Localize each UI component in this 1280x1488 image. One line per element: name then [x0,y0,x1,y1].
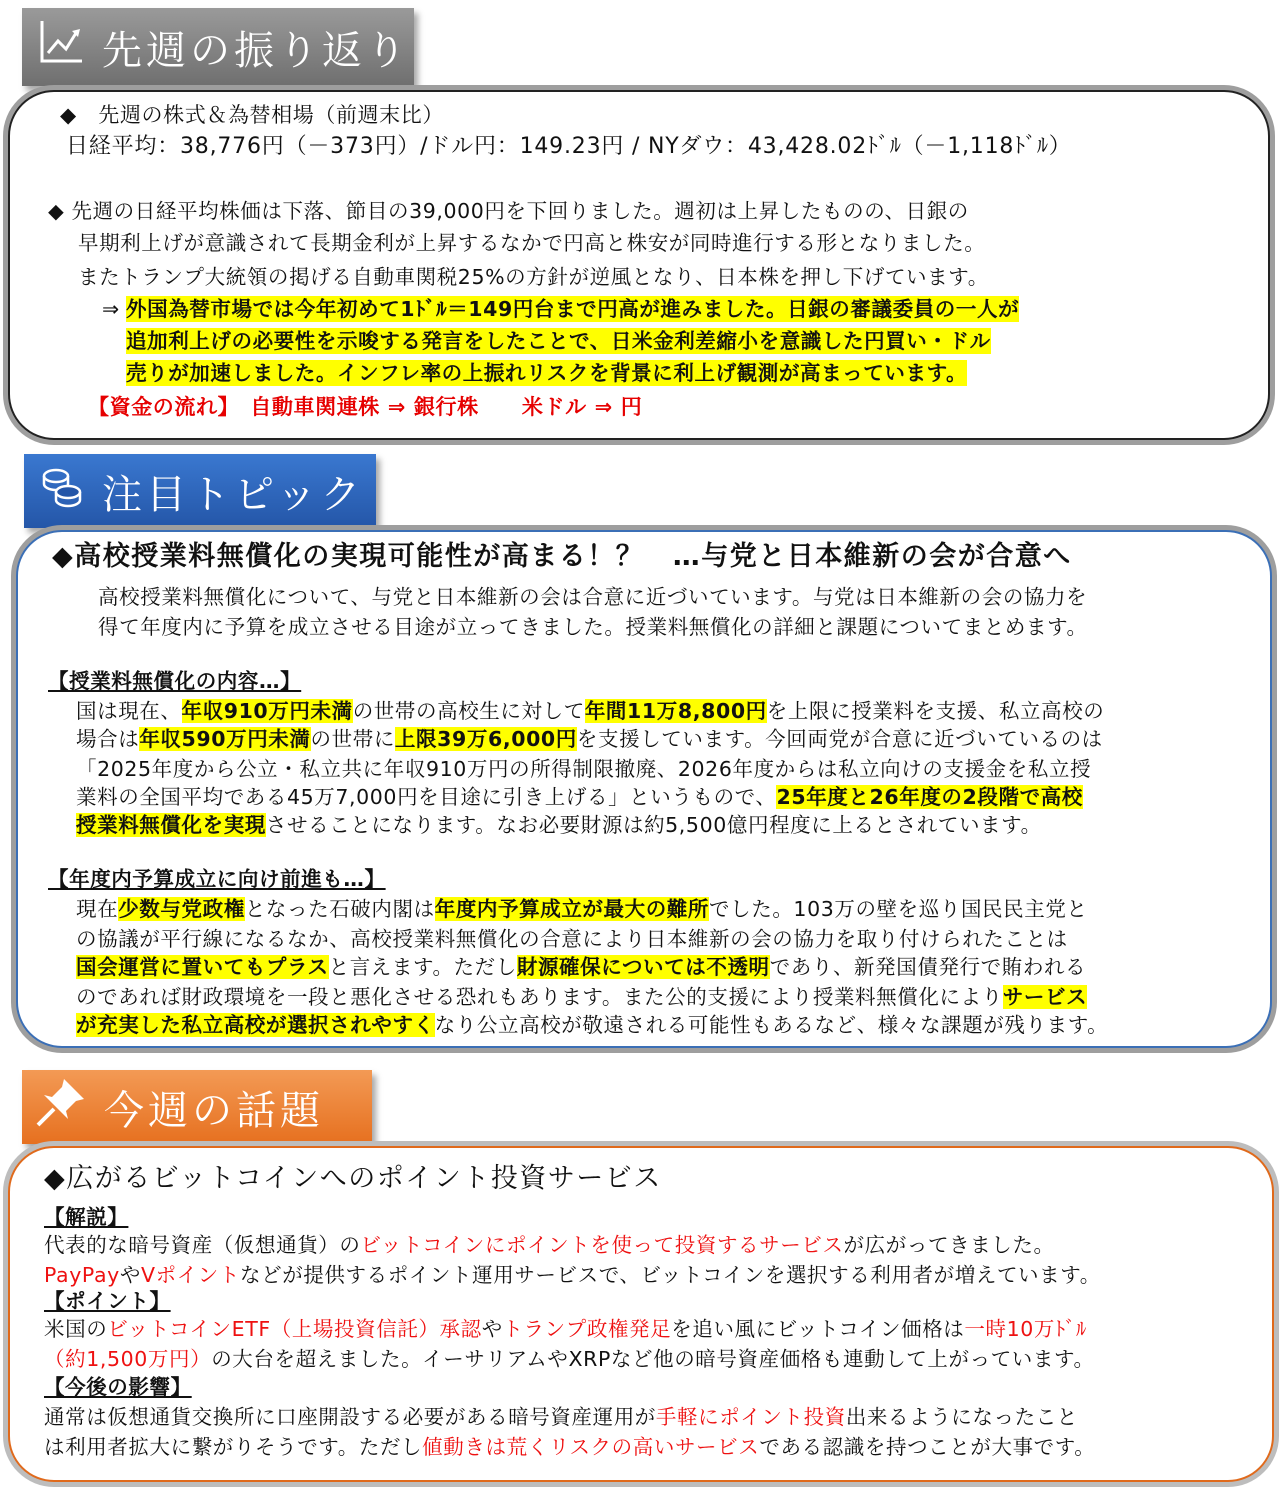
coins-icon [38,462,86,520]
market-values: 日経平均：38,776円（－373円）/ドル円：149.23円 / NYダウ：43,428.02ﾄﾞﾙ（－1,118ﾄﾞﾙ） [66,134,1072,159]
section-title: 注目トピック [102,471,365,518]
paragraph-line: の協議が平行線になるなか、高校授業料無償化の合意により日本維新の会の協力を取り付けられたことは [76,927,1068,951]
line-chart-icon [36,17,86,77]
market-header: ◆ 先週の株式＆為替相場（前週末比） [60,103,444,127]
paragraph-line: 現在少数与党政権となった石破内閣は年度内予算成立が最大の難所でした。103万の壁を巡り国民民主党と [76,897,1088,921]
highlight-line-2: 追加利上げの必要性を示唆する発言をしたことで、日米金利差縮小を意識した円買い・ドル [126,329,991,353]
paragraph-line: 「2025年度から公立・私立共に年収910万円の所得制限撤廃、2026年度からは私立向けの支援金を私立授 [76,757,1092,781]
section-tab-last-week [22,8,414,86]
paragraph-line: は利用者拡大に繋がりそうです。ただし値動きは荒くリスクの高いサービスである認識を持つことが大事です。 [44,1435,1096,1459]
section-tab-featured-topic [24,454,376,528]
paragraph-line: 代表的な暗号資産（仮想通貨）のビットコインにポイントを使って投資するサービスが広がってきました。 [44,1233,1055,1257]
subheading-explanation: 【解説】 [44,1205,129,1229]
paragraph-line: 場合は年収590万円未満の世帯に上限39万6,000円を支援しています。今回両党が合意に近づいているのは [76,727,1103,751]
highlight-line-3: 売りが加速しました。インフレ率の上振れリスクを背景に利上げ観測が高まっています。 [126,361,968,385]
paragraph-line: PayPayやVポイントなどが提供するポイント運用サービスで、ビットコインを選択する利用者が増えています。 [44,1263,1101,1287]
topic-heading: ◆高校授業料無償化の実現可能性が高まる！？ …与党と日本維新の会が合意へ [52,541,1072,572]
this-week-panel [8,1146,1274,1482]
section-title: 今週の話題 [104,1087,324,1134]
intro-line-2: 得て年度内に予算を成立させる目途が立ってきました。授業料無償化の詳細と課題についてまとめます。 [98,615,1088,639]
subheading-points: 【ポイント】 [44,1289,171,1313]
intro-line-1: 高校授業料無償化について、与党と日本維新の会は合意に近づいています。与党は日本維新の会の協力を [98,585,1088,609]
money-flow: 【資金の流れ】 自動車関連株 ⇒ 銀行株 米ドル ⇒ 円 [88,395,643,419]
paragraph-line: 通常は仮想通貨交換所に口座開設する必要がある暗号資産運用が手軽にポイント投資出来るようになったこと [44,1405,1078,1429]
summary-line-2: 早期利上げが意識されて長期金利が上昇するなかで円高と株安が同時進行する形となりました。 [78,231,986,255]
section-tab-this-week [22,1070,372,1144]
paragraph-line: 米国のビットコインETF（上場投資信託）承認やトランプ政権発足を追い風にビットコイン価格は一時10万ﾄﾞﾙ [44,1317,1087,1341]
arrow-icon: ⇒ [102,297,120,321]
paragraph-line: 国は現在、年収910万円未満の世帯の高校生に対して年間11万8,800円を上限に授業料を支援、私立高校の [76,699,1105,723]
subheading-content: 【授業料無償化の内容…】 [48,669,302,693]
summary-line-3: またトランプ大統領の掲げる自動車関税25%の方針が逆風となり、日本株を押し下げています。 [78,265,989,289]
paragraph-line: 国会運営に置いてもプラスと言えます。ただし財源確保については不透明であり、新発国債発行で賄われる [76,955,1087,979]
paragraph-line: のであれば財政環境を一段と悪化させる恐れもあります。また公的支援により授業料無償化によりサービス [76,985,1088,1009]
subheading-impact: 【今後の影響】 [44,1375,192,1399]
paragraph-line: 業料の全国平均である45万7,000円を目途に引き上げる」というもので、25年度と26年度の2段階で高校 [76,785,1083,809]
paragraph-line: 授業料無償化を実現させることになります。なお必要財源は約5,500億円程度に上るとされています。 [76,813,1042,837]
paragraph-line: が充実した私立高校が選択されやすくなり公立高校が敬遠される可能性もあるなど、様々な課題が残ります。 [76,1013,1109,1037]
section-title: 先週の振り返り [102,27,410,74]
paragraph-line: （約1,500万円）の大台を超えました。イーサリアムやXRPなど他の暗号資産価格も連動して上がっています。 [44,1347,1095,1371]
highlight-line-1: 外国為替市場では今年初めて1ﾄﾞﾙ＝149円台まで円高が進みました。日銀の審議委員の一人が [126,297,1020,321]
summary-line-1: ◆ 先週の日経平均株価は下落、節目の39,000円を下回りました。週初は上昇したものの、日銀の [48,199,969,223]
subheading-budget: 【年度内予算成立に向け前進も…】 [48,867,386,891]
pushpin-icon [34,1075,88,1139]
topic-heading: ◆広がるビットコインへのポイント投資サービス [44,1163,662,1194]
